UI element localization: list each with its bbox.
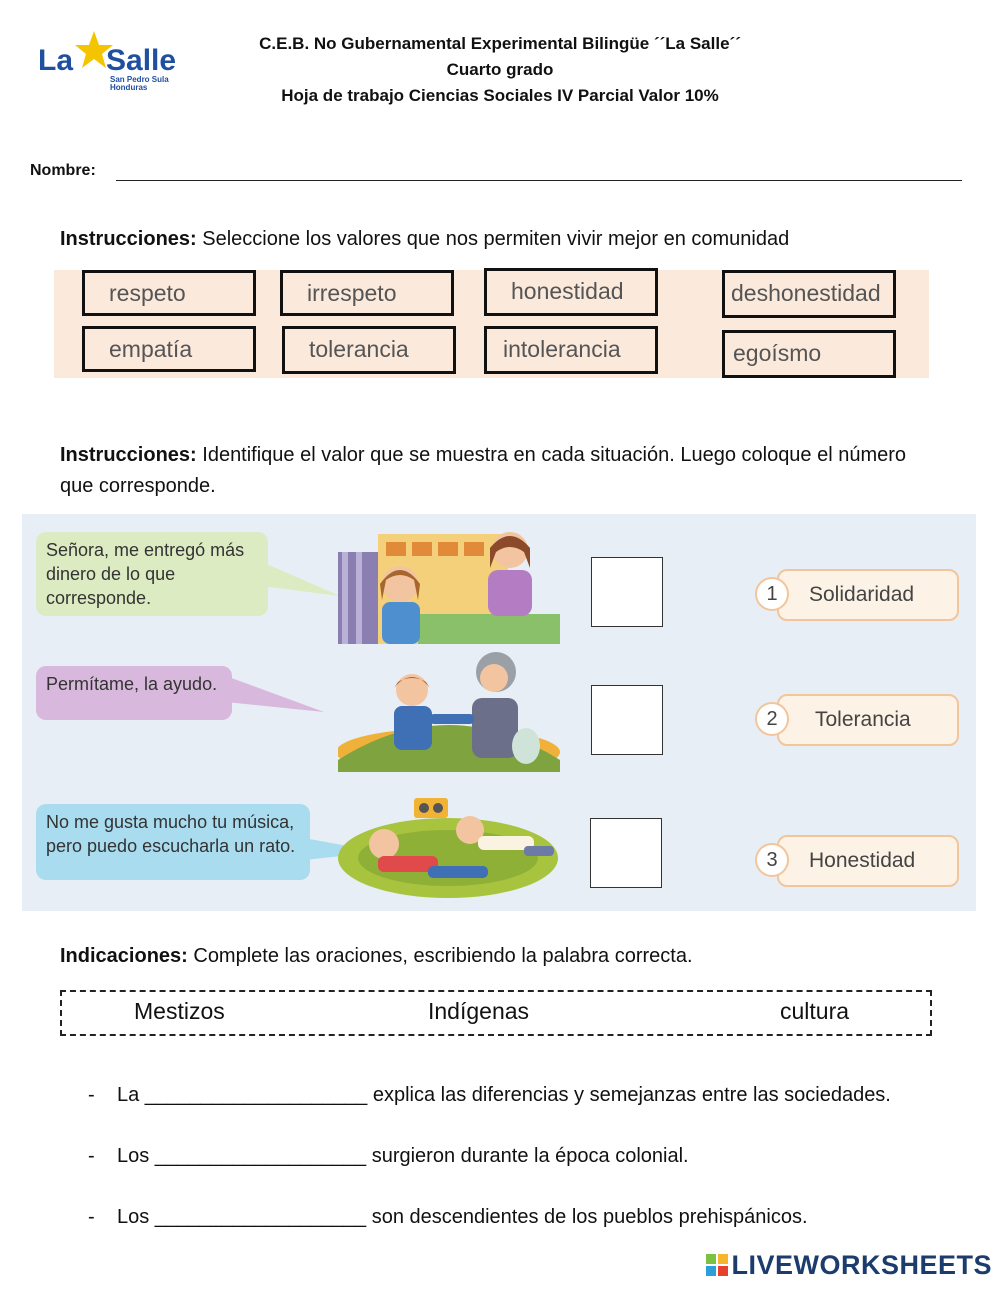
bubble-tail (226, 672, 326, 722)
sentence-3: - Los ___________________ son descendientes de los pueblos prehispánicos. (88, 1202, 918, 1234)
option-label: Solidaridad (777, 569, 959, 621)
solidarity-scene-illustration (338, 650, 560, 772)
name-input-line[interactable] (116, 180, 962, 181)
logo-subtitle: San Pedro Sula Honduras (110, 75, 169, 92)
tolerance-scene-illustration (338, 792, 560, 906)
header-school-name: C.E.B. No Gubernamental Experimental Bilingüe ´´La Salle´´ (259, 34, 741, 53)
header-grade: Cuarto grado (446, 60, 554, 79)
honesty-scene-illustration (338, 528, 560, 644)
value-option[interactable]: irrespeto (280, 270, 454, 316)
option-number: 3 (755, 843, 789, 877)
value-option[interactable]: respeto (82, 270, 256, 316)
speech-bubble-1: Señora, me entregó más dinero de lo que corresponde. (36, 532, 268, 616)
sentence-text[interactable]: Los ___________________ son descendientes de los pueblos prehispánicos. (117, 1206, 808, 1228)
option-1 (755, 569, 955, 621)
value-option[interactable]: deshonestidad (722, 270, 896, 318)
option-number: 2 (755, 702, 789, 736)
bank-word[interactable]: Mestizos (134, 998, 225, 1024)
answer-box-2[interactable] (591, 685, 663, 755)
sentence-text[interactable]: La ____________________ explica las diferencias y semejanzas entre las sociedades. (117, 1084, 891, 1106)
option-label: Honestidad (777, 835, 959, 887)
speech-bubble-3: No me gusta mucho tu música, pero puedo escucharla un rato. (36, 804, 310, 880)
word-bank (60, 990, 932, 1036)
option-number: 1 (755, 577, 789, 611)
liveworksheets-icon (706, 1254, 728, 1276)
answer-box-1[interactable] (591, 557, 663, 627)
sentence-1: - La ____________________ explica las diferencias y semejanzas entre las sociedades. (88, 1080, 918, 1142)
option-2 (755, 694, 955, 746)
speech-bubble-2: Permítame, la ayudo. (36, 666, 232, 720)
name-label: Nombre: (30, 162, 96, 179)
values-selection-band (54, 270, 929, 378)
option-label: Tolerancia (777, 694, 959, 746)
logo-salle-text: Salle (106, 44, 177, 77)
instructions-2: Instrucciones: Identifique el valor que se muestra en cada situación. Luego coloque el número que corresponde. (60, 444, 907, 497)
bank-word[interactable]: cultura (780, 998, 850, 1024)
school-logo (38, 28, 188, 100)
answer-box-3[interactable] (590, 818, 662, 888)
value-option[interactable]: egoísmo (722, 330, 896, 378)
bubble-tail (262, 554, 342, 604)
liveworksheets-brand: LIVEWORKSHEETS (706, 1250, 992, 1281)
header-worksheet-title: Hoja de trabajo Ciencias Sociales IV Parcial Valor 10% (281, 86, 719, 105)
sentence-text[interactable]: Los ___________________ surgieron durante la época colonial. (117, 1145, 689, 1167)
instructions-3: Indicaciones: Complete las oraciones, escribiendo la palabra correcta. (60, 945, 693, 967)
instructions-1: Instrucciones: Seleccione los valores que nos permiten vivir mejor en comunidad (60, 228, 790, 250)
value-option[interactable]: tolerancia (282, 326, 456, 374)
logo-la-text: La (38, 44, 74, 77)
sentence-2: - Los ___________________ surgieron durante la época colonial. (88, 1141, 918, 1173)
situations-panel (22, 514, 976, 911)
value-option[interactable]: honestidad (484, 268, 658, 316)
bank-word[interactable]: Indígenas (428, 998, 530, 1024)
value-option[interactable]: empatía (82, 326, 256, 372)
value-option[interactable]: intolerancia (484, 326, 658, 374)
option-3 (755, 835, 955, 887)
